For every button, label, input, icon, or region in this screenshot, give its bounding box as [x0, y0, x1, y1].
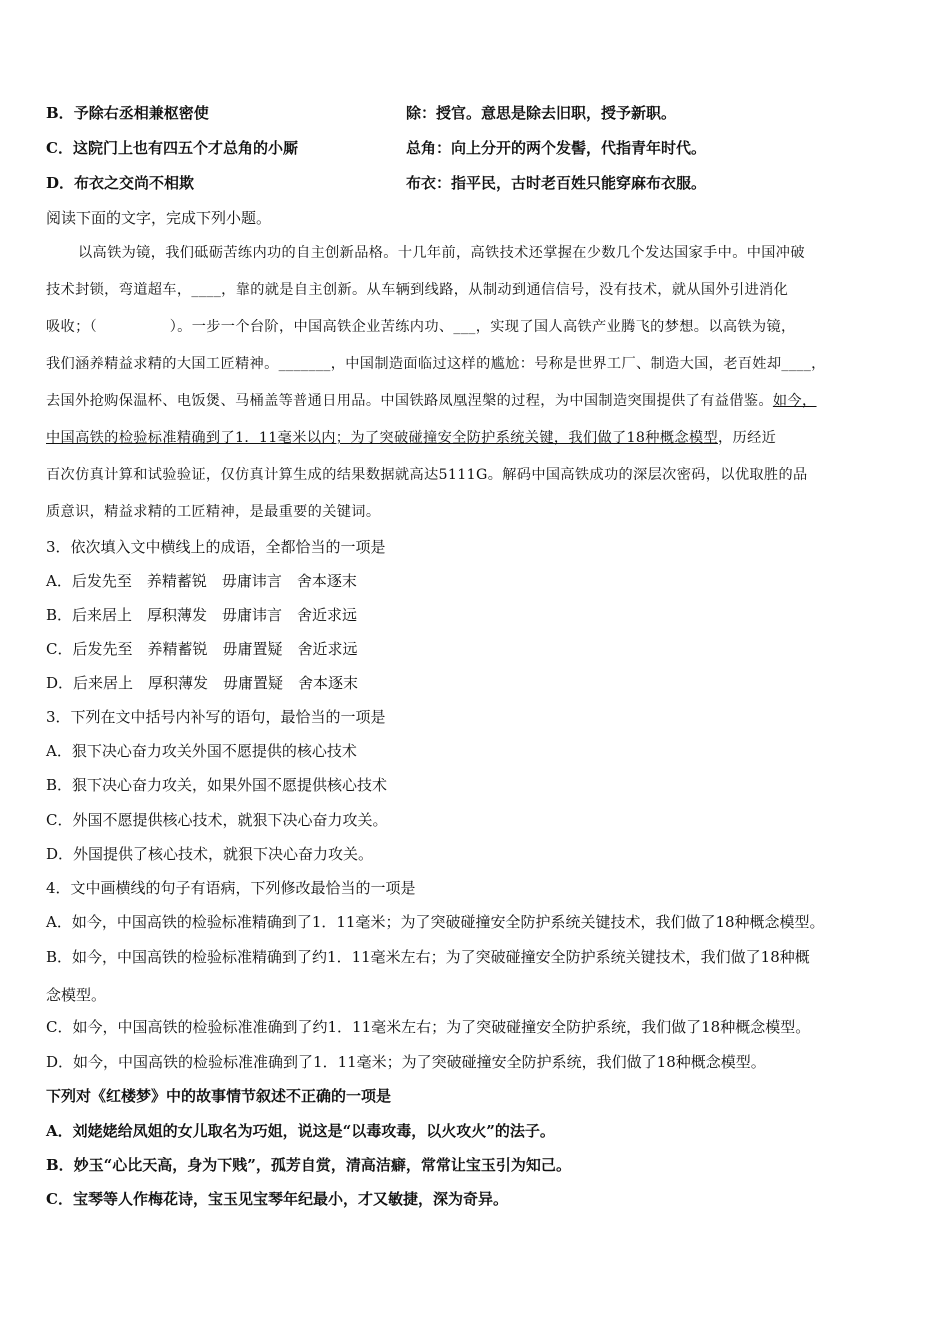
question-option: D．如今，中国高铁的检验标准准确到了1．11毫米；为了突破碰撞安全防护系统，我们做了18种概念模型。 — [46, 1053, 766, 1071]
question-option: A．后发先至 养精蓄锐 毋庸讳言 舍本逐末 — [46, 572, 357, 590]
reading-instruction: 阅读下面的文字，完成下列小题。 — [46, 209, 272, 227]
option-gloss: 总角：向上分开的两个发髻，代指青年时代。 — [406, 139, 707, 157]
question-option: D．后来居上 厚积薄发 毋庸置疑 舍本逐末 — [46, 674, 359, 692]
question-stem: 下列对《红楼梦》中的故事情节叙述不正确的一项是 — [46, 1087, 392, 1105]
question-option: B．如今，中国高铁的检验标准精确到了约1．11毫米左右；为了突破碰撞安全防护系统关键技术，我们做了18种概 — [46, 948, 810, 966]
question-stem: 3．下列在文中括号内补写的语句，最恰当的一项是 — [46, 708, 386, 726]
option-letter: D． — [46, 174, 75, 192]
underlined-sentence: 中国高铁的检验标准精确到了1．11毫米以内；为了突破碰撞安全防护系统关键，我们做了18种概念模型 — [46, 430, 718, 446]
passage-text: 去国外抢购保温杯、电饭煲、马桶盖等普通日用品。中国铁路凤凰涅槃的过程，为中国制造突围提供了有益借鉴。 — [46, 393, 773, 409]
passage-line: 百次仿真计算和试验验证，仅仿真计算生成的结果数据就高达5111G。解码中国高铁成功的深层次密码，以优取胜的品 — [46, 467, 808, 483]
question-option: A．如今，中国高铁的检验标准精确到了1．11毫米；为了突破碰撞安全防护系统关键技术，我们做了18种概念模型。 — [46, 913, 825, 931]
question-stem: 3．依次填入文中横线上的成语，全都恰当的一项是 — [46, 538, 386, 556]
passage-text: ，历经近 — [718, 430, 777, 446]
option-phrase: 予除右丞相兼枢密使 — [73, 104, 209, 122]
option-b-row — [46, 103, 677, 123]
passage-underlined-line — [46, 428, 776, 448]
passage-line: 质意识，精益求精的工匠精神，是最重要的关键词。 — [46, 504, 381, 520]
question-option: B．后来居上 厚积薄发 毋庸讳言 舍近求远 — [46, 606, 358, 624]
underlined-sentence-start: 如今， — [772, 393, 817, 409]
option-d-row — [46, 173, 707, 193]
question-option: C．后发先至 养精蓄锐 毋庸置疑 舍近求远 — [46, 640, 358, 658]
option-phrase: 这院门上也有四五个才总角的小厮 — [72, 139, 298, 157]
option-phrase: 布衣之交尚不相欺 — [74, 174, 195, 192]
option-c-row — [46, 138, 707, 158]
question-stem: 4．文中画横线的句子有语病，下列修改最恰当的一项是 — [46, 879, 416, 897]
option-letter: B． — [46, 104, 74, 122]
question-option: B．狠下决心奋力攻关，如果外国不愿提供核心技术 — [46, 776, 388, 794]
passage-line: 我们涵养精益求精的大国工匠精神。_______，中国制造面临过这样的尴尬：号称是世界工厂、制造大国，老百姓却____， — [46, 356, 826, 372]
passage-line-with-underline-start — [46, 391, 817, 411]
question-option: C．宝琴等人作梅花诗，宝玉见宝琴年纪最小，才又敏捷，深为奇异。 — [46, 1190, 508, 1208]
question-option: C．如今，中国高铁的检验标准准确到了约1．11毫米左右；为了突破碰撞安全防护系统，我们做了18种概念模型。 — [46, 1018, 811, 1036]
question-option: A．狠下决心奋力攻关外国不愿提供的核心技术 — [46, 742, 357, 760]
passage-line: 吸收；（ ）。一步一个台阶，中国高铁企业苦练内功、___，实现了国人高铁产业腾飞的梦想。以高铁为镜， — [46, 319, 796, 335]
option-gloss: 除：授官。意思是除去旧职，授予新职。 — [406, 104, 677, 122]
question-option: C．外国不愿提供核心技术，就狠下决心奋力攻关。 — [46, 811, 388, 829]
option-gloss: 布衣：指平民，古时老百姓只能穿麻布衣服。 — [406, 174, 707, 192]
passage-line: 技术封锁，弯道超车，____，靠的就是自主创新。从车辆到线路，从制动到通信信号，没有技术，就从国外引进消化 — [46, 282, 789, 298]
question-option: A．刘姥姥给凤姐的女儿取名为巧姐，说这是“以毒攻毒，以火攻火”的法子。 — [46, 1122, 555, 1140]
question-option: B．妙玉“心比天高，身为下贱”，孤芳自赏，清高洁癖，常常让宝玉引为知己。 — [46, 1156, 571, 1174]
question-option: D．外国提供了核心技术，就狠下决心奋力攻关。 — [46, 845, 374, 863]
passage-line: 以高铁为镜，我们砥砺苦练内功的自主创新品格。十几年前，高铁技术还掌握在少数几个发达国家手中。中国冲破 — [78, 245, 805, 261]
option-letter: C． — [46, 139, 73, 157]
question-option-continued: 念模型。 — [46, 986, 107, 1004]
